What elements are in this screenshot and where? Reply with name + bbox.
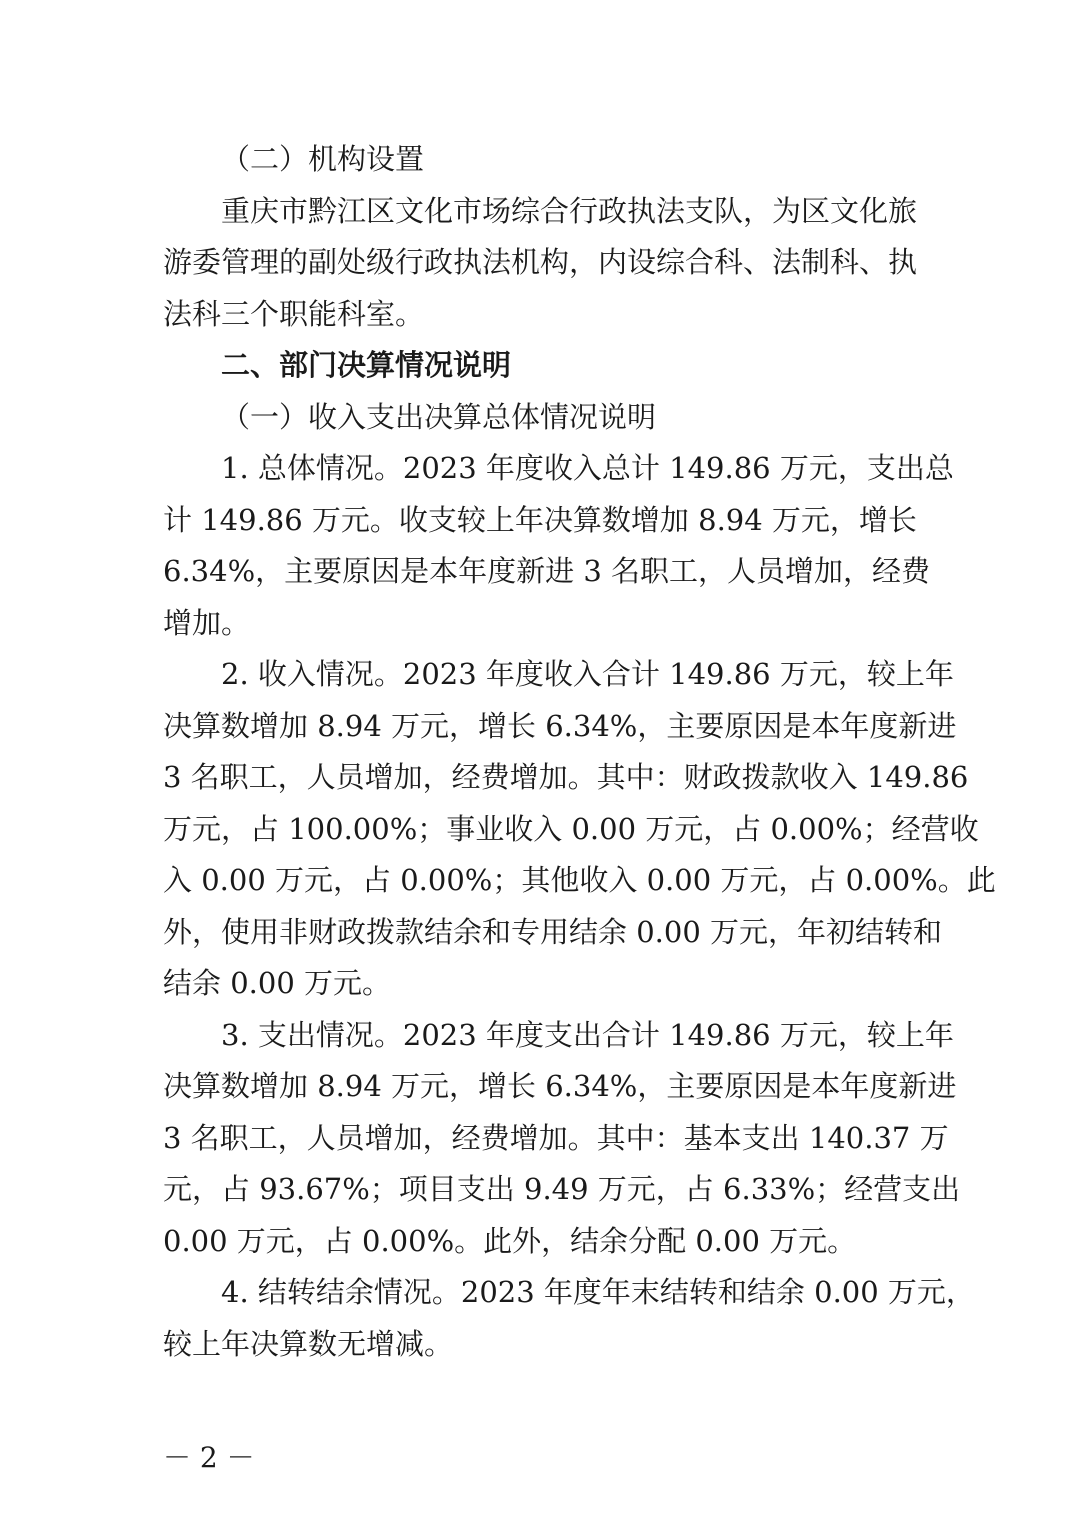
section-heading-org: （二）机构设置 — [221, 142, 425, 176]
section-heading-part2: 二、部门决算情况说明 — [221, 348, 512, 382]
paragraph-line: 较上年决算数无增减。 — [163, 1326, 454, 1361]
paragraph-line: 重庆市黔江区文化市场综合行政执法支队，为区文化旅 — [221, 193, 918, 228]
subsection-heading-overview: （一）收入支出决算总体情况说明 — [221, 399, 657, 434]
paragraph-line: 6.34%，主要原因是本年度新进 3 名职工，人员增加，经费 — [163, 554, 931, 588]
paragraph-line: 外，使用非财政拨款结余和专用结余 0.00 万元，年初结转和 — [163, 914, 943, 949]
paragraph-line: 决算数增加 8.94 万元，增长 6.34%，主要原因是本年度新进 — [163, 1069, 957, 1103]
paragraph-line: 2. 收入情况。2023 年度收入合计 149.86 万元，较上年 — [221, 657, 954, 691]
paragraph-line: 决算数增加 8.94 万元，增长 6.34%，主要原因是本年度新进 — [163, 708, 957, 743]
paragraph-line: 0.00 万元，占 0.00%。此外，结余分配 0.00 万元。 — [163, 1223, 857, 1258]
paragraph-line: 元，占 93.67%；项目支出 9.49 万元，占 6.33%；经营支出 — [163, 1172, 961, 1206]
document-body — [163, 134, 996, 1370]
paragraph-line: 1. 总体情况。2023 年度收入总计 149.86 万元，支出总 — [221, 451, 954, 485]
paragraph-line: 增加。 — [163, 605, 251, 640]
paragraph-line: 4. 结转结余情况。2023 年度年末结转和结余 0.00 万元， — [221, 1275, 975, 1309]
page-number: － 2 － — [163, 1441, 255, 1474]
paragraph-line: 入 0.00 万元，占 0.00%；其他收入 0.00 万元，占 0.00%。此 — [163, 863, 996, 897]
paragraph-line: 法科三个职能科室。 — [163, 296, 425, 331]
paragraph-line: 3 名职工，人员增加，经费增加。其中：财政拨款收入 149.86 — [163, 760, 969, 794]
paragraph-line: 万元，占 100.00%；事业收入 0.00 万元，占 0.00%；经营收 — [163, 811, 979, 846]
paragraph-line: 3 名职工，人员增加，经费增加。其中：基本支出 140.37 万 — [163, 1120, 949, 1155]
paragraph-line: 结余 0.00 万元。 — [163, 966, 392, 1000]
paragraph-line: 游委管理的副处级行政执法机构，内设综合科、法制科、执 — [163, 245, 918, 279]
paragraph-line: 3. 支出情况。2023 年度支出合计 149.86 万元，较上年 — [221, 1017, 954, 1052]
paragraph-line: 计 149.86 万元。收支较上年决算数增加 8.94 万元，增长 — [163, 502, 917, 537]
